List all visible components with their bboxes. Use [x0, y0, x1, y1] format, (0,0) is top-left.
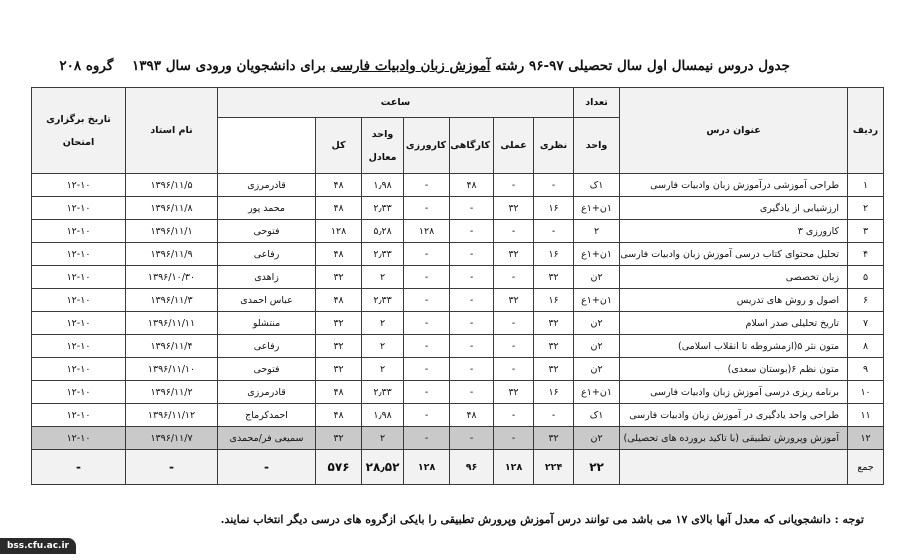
table-body	[32, 174, 884, 450]
cell-workshop: -	[450, 220, 494, 243]
cell-internship: ۱۲۸	[404, 220, 450, 243]
header-equiv-line1: واحد	[371, 128, 394, 140]
cell-practical: -	[494, 404, 534, 427]
cell-practical: ۳۲	[494, 381, 534, 404]
cell-total: ۴۸	[316, 174, 362, 197]
cell-practical: -	[494, 427, 534, 450]
cell-equiv: ۲٫۳۳	[362, 197, 404, 220]
cell-theory: ۳۲	[534, 335, 574, 358]
cell-practical: ۳۲	[494, 289, 534, 312]
cell-exam-date: ۱۳۹۶/۱۱/۴	[126, 335, 218, 358]
totals-row	[32, 450, 884, 485]
cell-row-number: ۶	[848, 289, 884, 312]
cell-exam-time: ۱۲-۱۰	[32, 243, 126, 266]
cell-practical: ۳۲	[494, 243, 534, 266]
table-row	[32, 266, 884, 289]
header-practical: عملی	[494, 118, 534, 174]
cell-units: ۱ن+۱ع	[574, 243, 620, 266]
cell-exam-time: ۱۲-۱۰	[32, 289, 126, 312]
cell-teacher: منتشلو	[218, 312, 316, 335]
cell-total: ۴۸	[316, 289, 362, 312]
cell-units: ۱ک	[574, 404, 620, 427]
cell-course: ارزشیابی از یادگیری	[620, 197, 848, 220]
cell-units: ۱ن+۱ع	[574, 197, 620, 220]
header-hours: ساعت	[218, 88, 574, 118]
cell-internship: -	[404, 381, 450, 404]
cell-row-number: ۱۲	[848, 427, 884, 450]
cell-practical: -	[494, 174, 534, 197]
cell-workshop: -	[450, 243, 494, 266]
cell-teacher: فتوحی	[218, 358, 316, 381]
cell-exam-time: ۱۲-۱۰	[32, 381, 126, 404]
cell-equiv: ۲٫۳۳	[362, 289, 404, 312]
cell-workshop: -	[450, 197, 494, 220]
cell-course: آموزش وپرورش تطبیقی (با تاکید برورده های تحصیلی)	[620, 427, 848, 450]
cell-row-number: ۴	[848, 243, 884, 266]
cell-units: ۲ن	[574, 266, 620, 289]
cell-practical: ۳۲	[494, 197, 534, 220]
cell-units: ۲ن	[574, 312, 620, 335]
cell-internship: -	[404, 243, 450, 266]
cell-workshop: -	[450, 312, 494, 335]
cell-total: ۴۸	[316, 243, 362, 266]
cell-exam-date: ۱۳۹۶/۱۱/۱۲	[126, 404, 218, 427]
cell-exam-time: ۱۲-۱۰	[32, 335, 126, 358]
cell-course: زبان تخصصی	[620, 266, 848, 289]
title-field: آموزش زبان وادبیات فارسی	[330, 58, 491, 74]
title-group: گروه ۲۰۸	[59, 58, 114, 74]
cell-internship: -	[404, 312, 450, 335]
cell-teacher: محمد پور	[218, 197, 316, 220]
cell-equiv: ۲	[362, 266, 404, 289]
cell-internship: -	[404, 174, 450, 197]
cell-units: ۱ک	[574, 174, 620, 197]
cell-teacher: سمیعی فر/محمدی	[218, 427, 316, 450]
cell-row-number: ۲	[848, 197, 884, 220]
cell-teacher: زاهدی	[218, 266, 316, 289]
cell-theory: ۳۲	[534, 312, 574, 335]
header-total: کل	[316, 118, 362, 174]
cell-equiv: ۲	[362, 427, 404, 450]
cell-total: ۳۲	[316, 427, 362, 450]
page-title	[59, 58, 790, 74]
cell-equiv: ۲	[362, 358, 404, 381]
table-row	[32, 381, 884, 404]
cell-theory: -	[534, 220, 574, 243]
title-part1: جدول دروس نیمسال اول سال تحصیلی ۹۷-۹۶ رشته	[495, 58, 790, 74]
cell-equiv: ۱٫۹۸	[362, 174, 404, 197]
table-row	[32, 243, 884, 266]
cell-theory: ۱۶	[534, 381, 574, 404]
cell-internship: -	[404, 335, 450, 358]
title-part2: برای دانشجویان ورودی سال ۱۳۹۳	[132, 58, 326, 74]
cell-course: تحلیل محتوای کتاب درسی آموزش زبان وادبیات فارسی	[620, 243, 848, 266]
cell-row-number: ۷	[848, 312, 884, 335]
totals-teacher: -	[218, 450, 316, 485]
cell-teacher: عباس احمدی	[218, 289, 316, 312]
cell-exam-time: ۱۲-۱۰	[32, 404, 126, 427]
cell-exam-date: ۱۳۹۶/۱۱/۱۱	[126, 312, 218, 335]
table-row	[32, 197, 884, 220]
cell-workshop: -	[450, 381, 494, 404]
header-exam-date-line1: تاریخ برگزاری	[46, 113, 111, 125]
course-table	[31, 87, 884, 485]
cell-course: کارورزی ۳	[620, 220, 848, 243]
cell-practical: -	[494, 312, 534, 335]
cell-internship: -	[404, 197, 450, 220]
header-equiv-line2: معادل	[368, 151, 397, 163]
cell-course: طراحی واحد یادگیری در آموزش زبان وادبیات فارسی	[620, 404, 848, 427]
cell-theory: ۱۶	[534, 289, 574, 312]
cell-exam-time: ۱۲-۱۰	[32, 358, 126, 381]
cell-exam-date: ۱۳۹۶/۱۱/۵	[126, 174, 218, 197]
footnote	[221, 513, 864, 526]
cell-exam-date: ۱۳۹۶/۱۰/۳۰	[126, 266, 218, 289]
cell-workshop: -	[450, 289, 494, 312]
footnote-label: توجه :	[834, 513, 864, 526]
cell-internship: -	[404, 266, 450, 289]
cell-course: متون نظم ۶(بوستان سعدی)	[620, 358, 848, 381]
cell-course: طراحی آموزشی درآموزش زبان وادبیات فارسی	[620, 174, 848, 197]
cell-total: ۱۲۸	[316, 220, 362, 243]
cell-workshop: -	[450, 266, 494, 289]
cell-teacher: قادرمرزی	[218, 174, 316, 197]
cell-internship: -	[404, 358, 450, 381]
cell-practical: -	[494, 266, 534, 289]
cell-course: تاریخ تحلیلی صدر اسلام	[620, 312, 848, 335]
cell-exam-date: ۱۳۹۶/۱۱/۹	[126, 243, 218, 266]
cell-units: ۱ن+۱ع	[574, 381, 620, 404]
cell-equiv: ۲	[362, 312, 404, 335]
cell-exam-date: ۱۳۹۶/۱۱/۳	[126, 289, 218, 312]
cell-teacher: رفاعی	[218, 335, 316, 358]
cell-row-number: ۳	[848, 220, 884, 243]
header-units: واحد	[574, 118, 620, 174]
cell-exam-time: ۱۲-۱۰	[32, 427, 126, 450]
cell-total: ۳۲	[316, 266, 362, 289]
cell-equiv: ۱٫۹۸	[362, 404, 404, 427]
cell-teacher: فتوحی	[218, 220, 316, 243]
cell-exam-time: ۱۲-۱۰	[32, 266, 126, 289]
totals-date: -	[126, 450, 218, 485]
cell-internship: -	[404, 427, 450, 450]
cell-units: ۲ن	[574, 358, 620, 381]
header-exam-date-line2: امتحان	[62, 136, 95, 148]
cell-theory: ۳۲	[534, 358, 574, 381]
header-theory: نظری	[534, 118, 574, 174]
cell-workshop: ۴۸	[450, 174, 494, 197]
header-row-number: ردیف	[848, 88, 884, 174]
cell-teacher: قادرمرزی	[218, 381, 316, 404]
cell-theory: -	[534, 174, 574, 197]
cell-exam-time: ۱۲-۱۰	[32, 220, 126, 243]
cell-row-number: ۱۰	[848, 381, 884, 404]
cell-exam-time: ۱۲-۱۰	[32, 174, 126, 197]
cell-internship: -	[404, 404, 450, 427]
totals-theory: ۲۲۴	[534, 450, 574, 485]
cell-theory: ۱۶	[534, 197, 574, 220]
cell-exam-time: ۱۲-۱۰	[32, 197, 126, 220]
cell-exam-date: ۱۳۹۶/۱۱/۱	[126, 220, 218, 243]
cell-theory: -	[534, 404, 574, 427]
footnote-text: دانشجویانی که معدل آنها بالای ۱۷ می باشد می توانند درس آموزش وپرورش تطبیقی را بایکی ازگروه های درسی دیگر انتخاب نمایند.	[220, 513, 831, 526]
cell-teacher: رفاعی	[218, 243, 316, 266]
cell-equiv: ۲٫۳۳	[362, 243, 404, 266]
totals-internship: ۱۲۸	[404, 450, 450, 485]
cell-total: ۳۲	[316, 335, 362, 358]
cell-equiv: ۵٫۲۸	[362, 220, 404, 243]
cell-workshop: ۴۸	[450, 404, 494, 427]
cell-theory: ۳۲	[534, 266, 574, 289]
cell-internship: -	[404, 289, 450, 312]
table-row	[32, 427, 884, 450]
cell-row-number: ۱	[848, 174, 884, 197]
header-workshop: کارگاهی	[450, 118, 494, 174]
cell-units: ۲ن	[574, 427, 620, 450]
cell-row-number: ۵	[848, 266, 884, 289]
cell-total: ۳۲	[316, 312, 362, 335]
cell-practical: -	[494, 335, 534, 358]
cell-units: ۲	[574, 220, 620, 243]
cell-exam-time: ۱۲-۱۰	[32, 312, 126, 335]
table-row	[32, 220, 884, 243]
cell-exam-date: ۱۳۹۶/۱۱/۸	[126, 197, 218, 220]
cell-total: ۳۲	[316, 358, 362, 381]
cell-course: اصول و روش های تدریس	[620, 289, 848, 312]
cell-equiv: ۲٫۳۳	[362, 381, 404, 404]
cell-total: ۴۸	[316, 404, 362, 427]
cell-practical: -	[494, 220, 534, 243]
cell-workshop: -	[450, 335, 494, 358]
table-row	[32, 312, 884, 335]
header-exam-date	[32, 88, 126, 174]
totals-course	[620, 450, 848, 485]
cell-total: ۴۸	[316, 381, 362, 404]
cell-course: برنامه ریزی درسی آموزش زبان وادبیات فارسی	[620, 381, 848, 404]
table-row	[32, 174, 884, 197]
cell-equiv: ۲	[362, 335, 404, 358]
cell-workshop: -	[450, 358, 494, 381]
cell-row-number: ۸	[848, 335, 884, 358]
cell-theory: ۱۶	[534, 243, 574, 266]
totals-label: جمع	[848, 450, 884, 485]
totals-equiv: ۲۸٫۵۲	[362, 450, 404, 485]
site-badge[interactable]: bss.cfu.ac.ir	[0, 538, 76, 554]
cell-exam-date: ۱۳۹۶/۱۱/۱۰	[126, 358, 218, 381]
totals-units: ۲۲	[574, 450, 620, 485]
table-row	[32, 358, 884, 381]
table-row	[32, 335, 884, 358]
totals-workshop: ۹۶	[450, 450, 494, 485]
totals-practical: ۱۲۸	[494, 450, 534, 485]
cell-exam-date: ۱۳۹۶/۱۱/۷	[126, 427, 218, 450]
header-count: تعداد	[574, 88, 620, 118]
cell-exam-date: ۱۳۹۶/۱۱/۲	[126, 381, 218, 404]
cell-units: ۱ن+۱ع	[574, 289, 620, 312]
totals-time: -	[32, 450, 126, 485]
cell-teacher: احمدکرماج	[218, 404, 316, 427]
header-equivalent-units	[362, 118, 404, 174]
cell-total: ۴۸	[316, 197, 362, 220]
cell-workshop: -	[450, 427, 494, 450]
cell-theory: ۳۲	[534, 427, 574, 450]
cell-row-number: ۱۱	[848, 404, 884, 427]
header-course: عنوان درس	[620, 88, 848, 174]
header-teacher: نام استاد	[126, 88, 218, 174]
table-row	[32, 404, 884, 427]
cell-practical: -	[494, 358, 534, 381]
table-row	[32, 289, 884, 312]
cell-units: ۲ن	[574, 335, 620, 358]
totals-total: ۵۷۶	[316, 450, 362, 485]
cell-row-number: ۹	[848, 358, 884, 381]
header-internship: کارورزی	[404, 118, 450, 174]
cell-course: متون نثر ۵(ازمشروطه تا انقلاب اسلامی)	[620, 335, 848, 358]
